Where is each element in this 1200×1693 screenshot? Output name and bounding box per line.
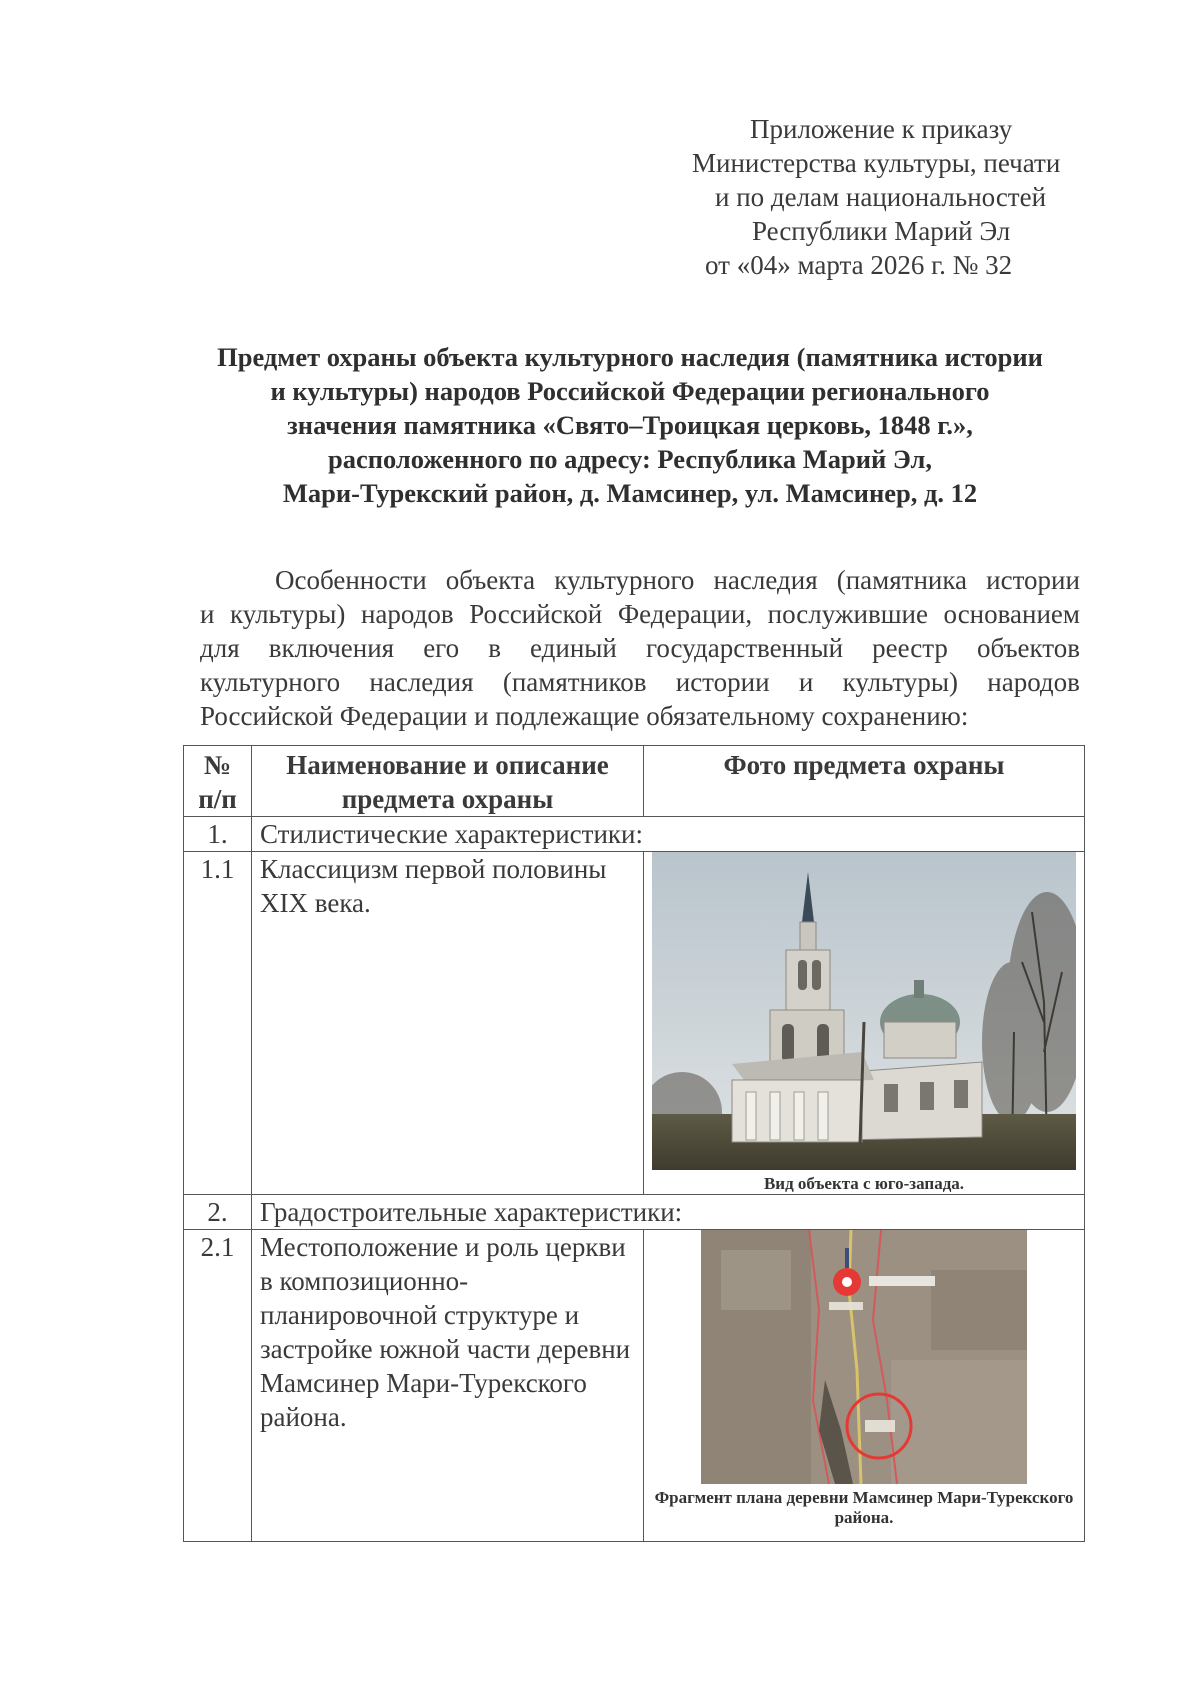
title-line: расположенного по адресу: Республика Марий Эл, <box>327 444 933 474</box>
row-description: Местоположение и роль церкви в композиционно-планировочной структуре и застройке южной части деревни Мамсинер Мари-Турекского района. <box>252 1230 644 1542</box>
section-title: Градостроительные характеристики: <box>252 1195 1085 1230</box>
intro-line <box>200 631 1080 665</box>
row-num: 2.1 <box>184 1230 252 1542</box>
title-line: Предмет охраны объекта культурного наследия (памятника истории <box>217 342 1043 372</box>
intro-word: народов <box>360 599 454 629</box>
row-num: 1. <box>184 817 252 852</box>
row-num: 2. <box>184 1195 252 1230</box>
intro-word: объекта <box>445 565 536 595</box>
approval-line: от «04» марта 2026 г. № 32 <box>705 250 1013 280</box>
approval-line: Министерства культуры, печати <box>692 148 1061 178</box>
title-line: и культуры) народов Российской Федерации регионального <box>270 376 990 406</box>
intro-word: культуры) <box>842 667 958 697</box>
intro-word: истории <box>986 565 1080 595</box>
intro-word: культурного <box>200 667 341 697</box>
intro-paragraph <box>200 563 1080 733</box>
approval-line: и по делам национальностей <box>715 182 1047 212</box>
header-photo: Фото предмета охраны <box>644 746 1085 817</box>
intro-word: послужившие <box>767 599 928 629</box>
intro-word: культурного <box>554 565 695 595</box>
intro-word: истории <box>675 667 770 697</box>
table-row <box>184 1230 1085 1542</box>
village-plan-image <box>701 1230 1027 1484</box>
church-photo <box>652 852 1076 1170</box>
title-line: значения памятника «Свято–Троицкая церковь, 1848 г.», <box>287 410 973 440</box>
header-num: № п/п <box>184 746 252 817</box>
table-row <box>184 1195 1085 1230</box>
intro-word: наследия <box>369 667 474 697</box>
header-name: Наименование и описание предмета охраны <box>252 746 644 817</box>
intro-word: культуры) <box>230 599 346 629</box>
photo-caption: Вид объекта с юго-запада. <box>763 1174 965 1193</box>
photo-caption: Фрагмент плана деревни Мамсинер Мари-Турекского района. <box>654 1488 1074 1527</box>
table-row <box>184 817 1085 852</box>
protection-table <box>183 745 1085 1542</box>
intro-word: наследия <box>713 565 818 595</box>
intro-word: Российской <box>469 599 603 629</box>
intro-word: и <box>200 599 215 629</box>
intro-word: объектов <box>977 633 1080 663</box>
intro-word: включения <box>268 633 395 663</box>
intro-word: Федерации, <box>617 599 753 629</box>
intro-line <box>200 563 1080 597</box>
intro-word: в <box>488 633 501 663</box>
intro-word: его <box>423 633 460 663</box>
intro-word: (памятников <box>502 667 647 697</box>
approval-line: Приложение к приказу <box>750 114 1013 144</box>
photo-cell <box>644 852 1085 1195</box>
row-description: Классицизм первой половины XIX века. <box>252 852 644 1195</box>
approval-block <box>640 112 1120 282</box>
intro-word: государственный <box>645 633 844 663</box>
section-title: Стилистические характеристики: <box>252 817 1085 852</box>
document-title <box>180 340 1080 510</box>
title-line: Мари-Турекский район, д. Мамсинер, ул. Мамсинер, д. 12 <box>282 478 978 508</box>
intro-word: Особенности <box>275 565 427 595</box>
intro-line: Российской Федерации и подлежащие обязательному сохранению: <box>200 701 969 731</box>
photo-cell <box>644 1230 1085 1542</box>
intro-word: народов <box>987 667 1080 697</box>
intro-word: основанием <box>943 599 1080 629</box>
intro-word: (памятника <box>836 565 968 595</box>
intro-word: реестр <box>872 633 948 663</box>
row-num: 1.1 <box>184 852 252 1195</box>
intro-line <box>200 597 1080 631</box>
intro-word: и <box>798 667 814 697</box>
intro-word: единый <box>530 633 617 663</box>
intro-line <box>200 665 1080 699</box>
table-header-row <box>184 746 1085 817</box>
approval-line: Республики Марий Эл <box>752 216 1011 246</box>
intro-word: для <box>200 633 240 663</box>
table-row <box>184 852 1085 1195</box>
